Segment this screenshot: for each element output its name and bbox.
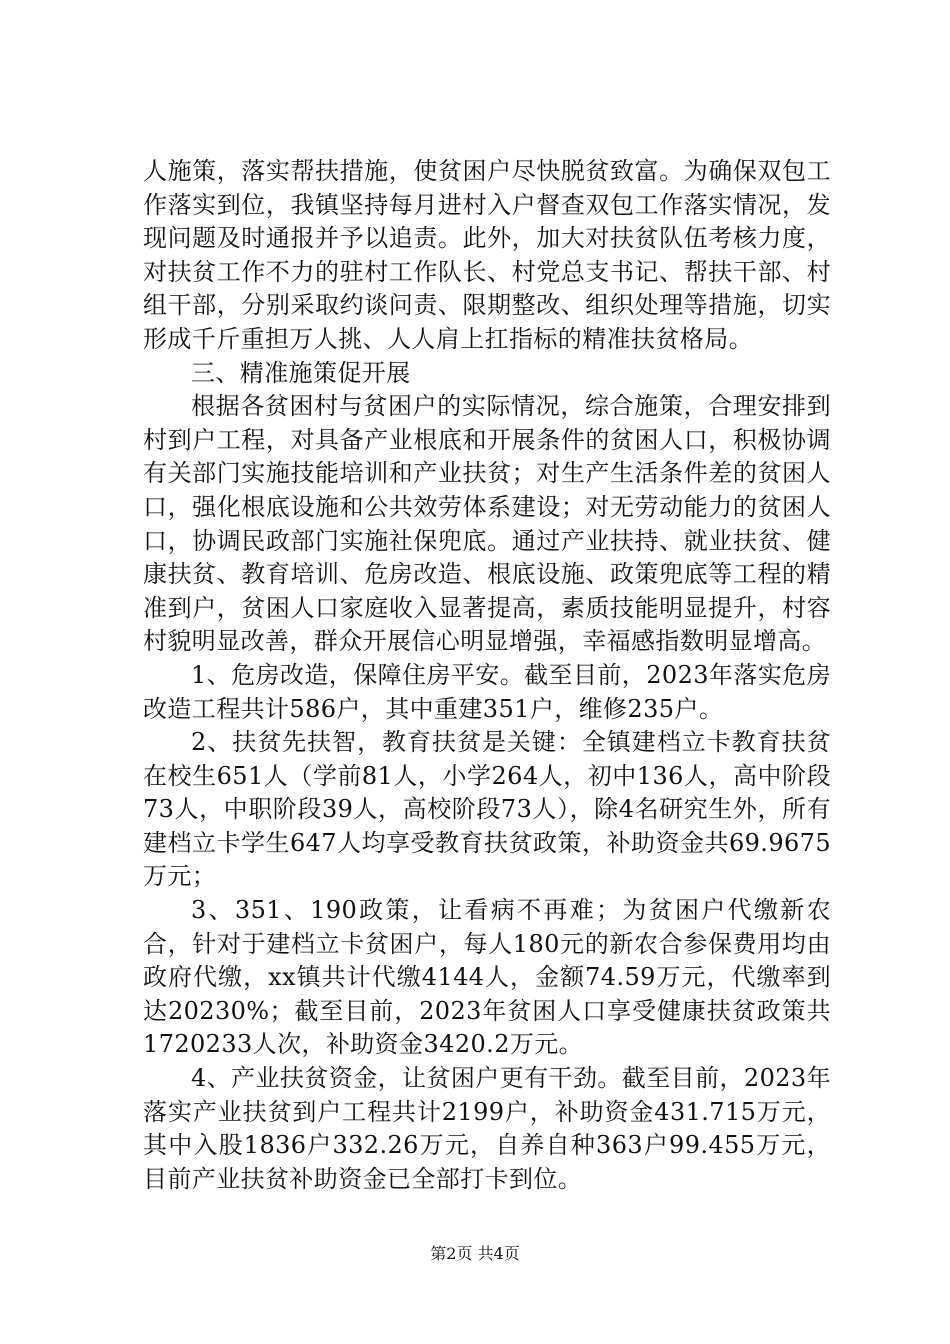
paragraph-item-3: 3、351、190政策，让看病不再难；为贫困户代缴新农合，针对于建档立卡贫困户，每人180元的新农合参保费用均由政府代缴，xx镇共计代缴4144人，金额74.59万元，代缴率到达20230%；截至目前，2023年贫困人口享受健康扶贫政策共1720233人次，补助资金3420.2万元。 (143, 896, 831, 1059)
paragraph-continuation: 人施策，落实帮扶措施，使贫困户尽快脱贫致富。为确保双包工作落实到位，我镇坚持每月进村入户督查双包工作落实情况，发现问题及时通报并予以追责。此外，加大对扶贫队伍考核力度，对扶贫工作不力的驻村工作队长、村党总支书记、帮扶干部、村组干部，分别采取约谈问责、限期整改、组织处理等措施，切实形成千斤重担万人挑、人人肩上扛指标的精准扶贫格局。 (143, 157, 831, 353)
section-heading: 三、精准施策促开展 (191, 358, 411, 387)
page-number: 第2页 共4页 (430, 1244, 520, 1263)
paragraph-item-4: 4、产业扶贫资金，让贫困户更有干劲。截至目前，2023年落实产业扶贫到户工程共计2199户，补助资金431.715万元，其中入股1836户332.26万元，自养自种363户99.455万元，目前产业扶贫补助资金已全部打卡到位。 (143, 1064, 831, 1193)
document-body (143, 155, 831, 1196)
paragraph-item-1: 1、危房改造，保障住房平安。截至目前，2023年落实危房改造工程共计586户，其中重建351户，维修235户。 (143, 660, 831, 723)
paragraph-item-2: 2、扶贫先扶智，教育扶贫是关键：全镇建档立卡教育扶贫在校生651人（学前81人，小学264人，初中136人，高中阶段73人，中职阶段39人，高校阶段73人），除4名研究生外，所有建档立卡学生647人均享受教育扶贫政策，补助资金共69.9675万元； (143, 728, 831, 891)
page-footer (0, 1244, 950, 1264)
paragraph-overview: 根据各贫困村与贫困户的实际情况，综合施策，合理安排到村到户工程，对具备产业根底和开展条件的贫困人口，积极协调有关部门实施技能培训和产业扶贫；对生产生活条件差的贫困人口，强化根底设施和公共效劳体系建设；对无劳动能力的贫困人口，协调民政部门实施社保兜底。通过产业扶持、就业扶贫、健康扶贫、教育培训、危房改造、根底设施、政策兜底等工程的精准到户，贫困人口家庭收入显著提高，素质技能明显提升，村容村貌明显改善，群众开展信心明显增强，幸福感指数明显增高。 (143, 392, 831, 656)
